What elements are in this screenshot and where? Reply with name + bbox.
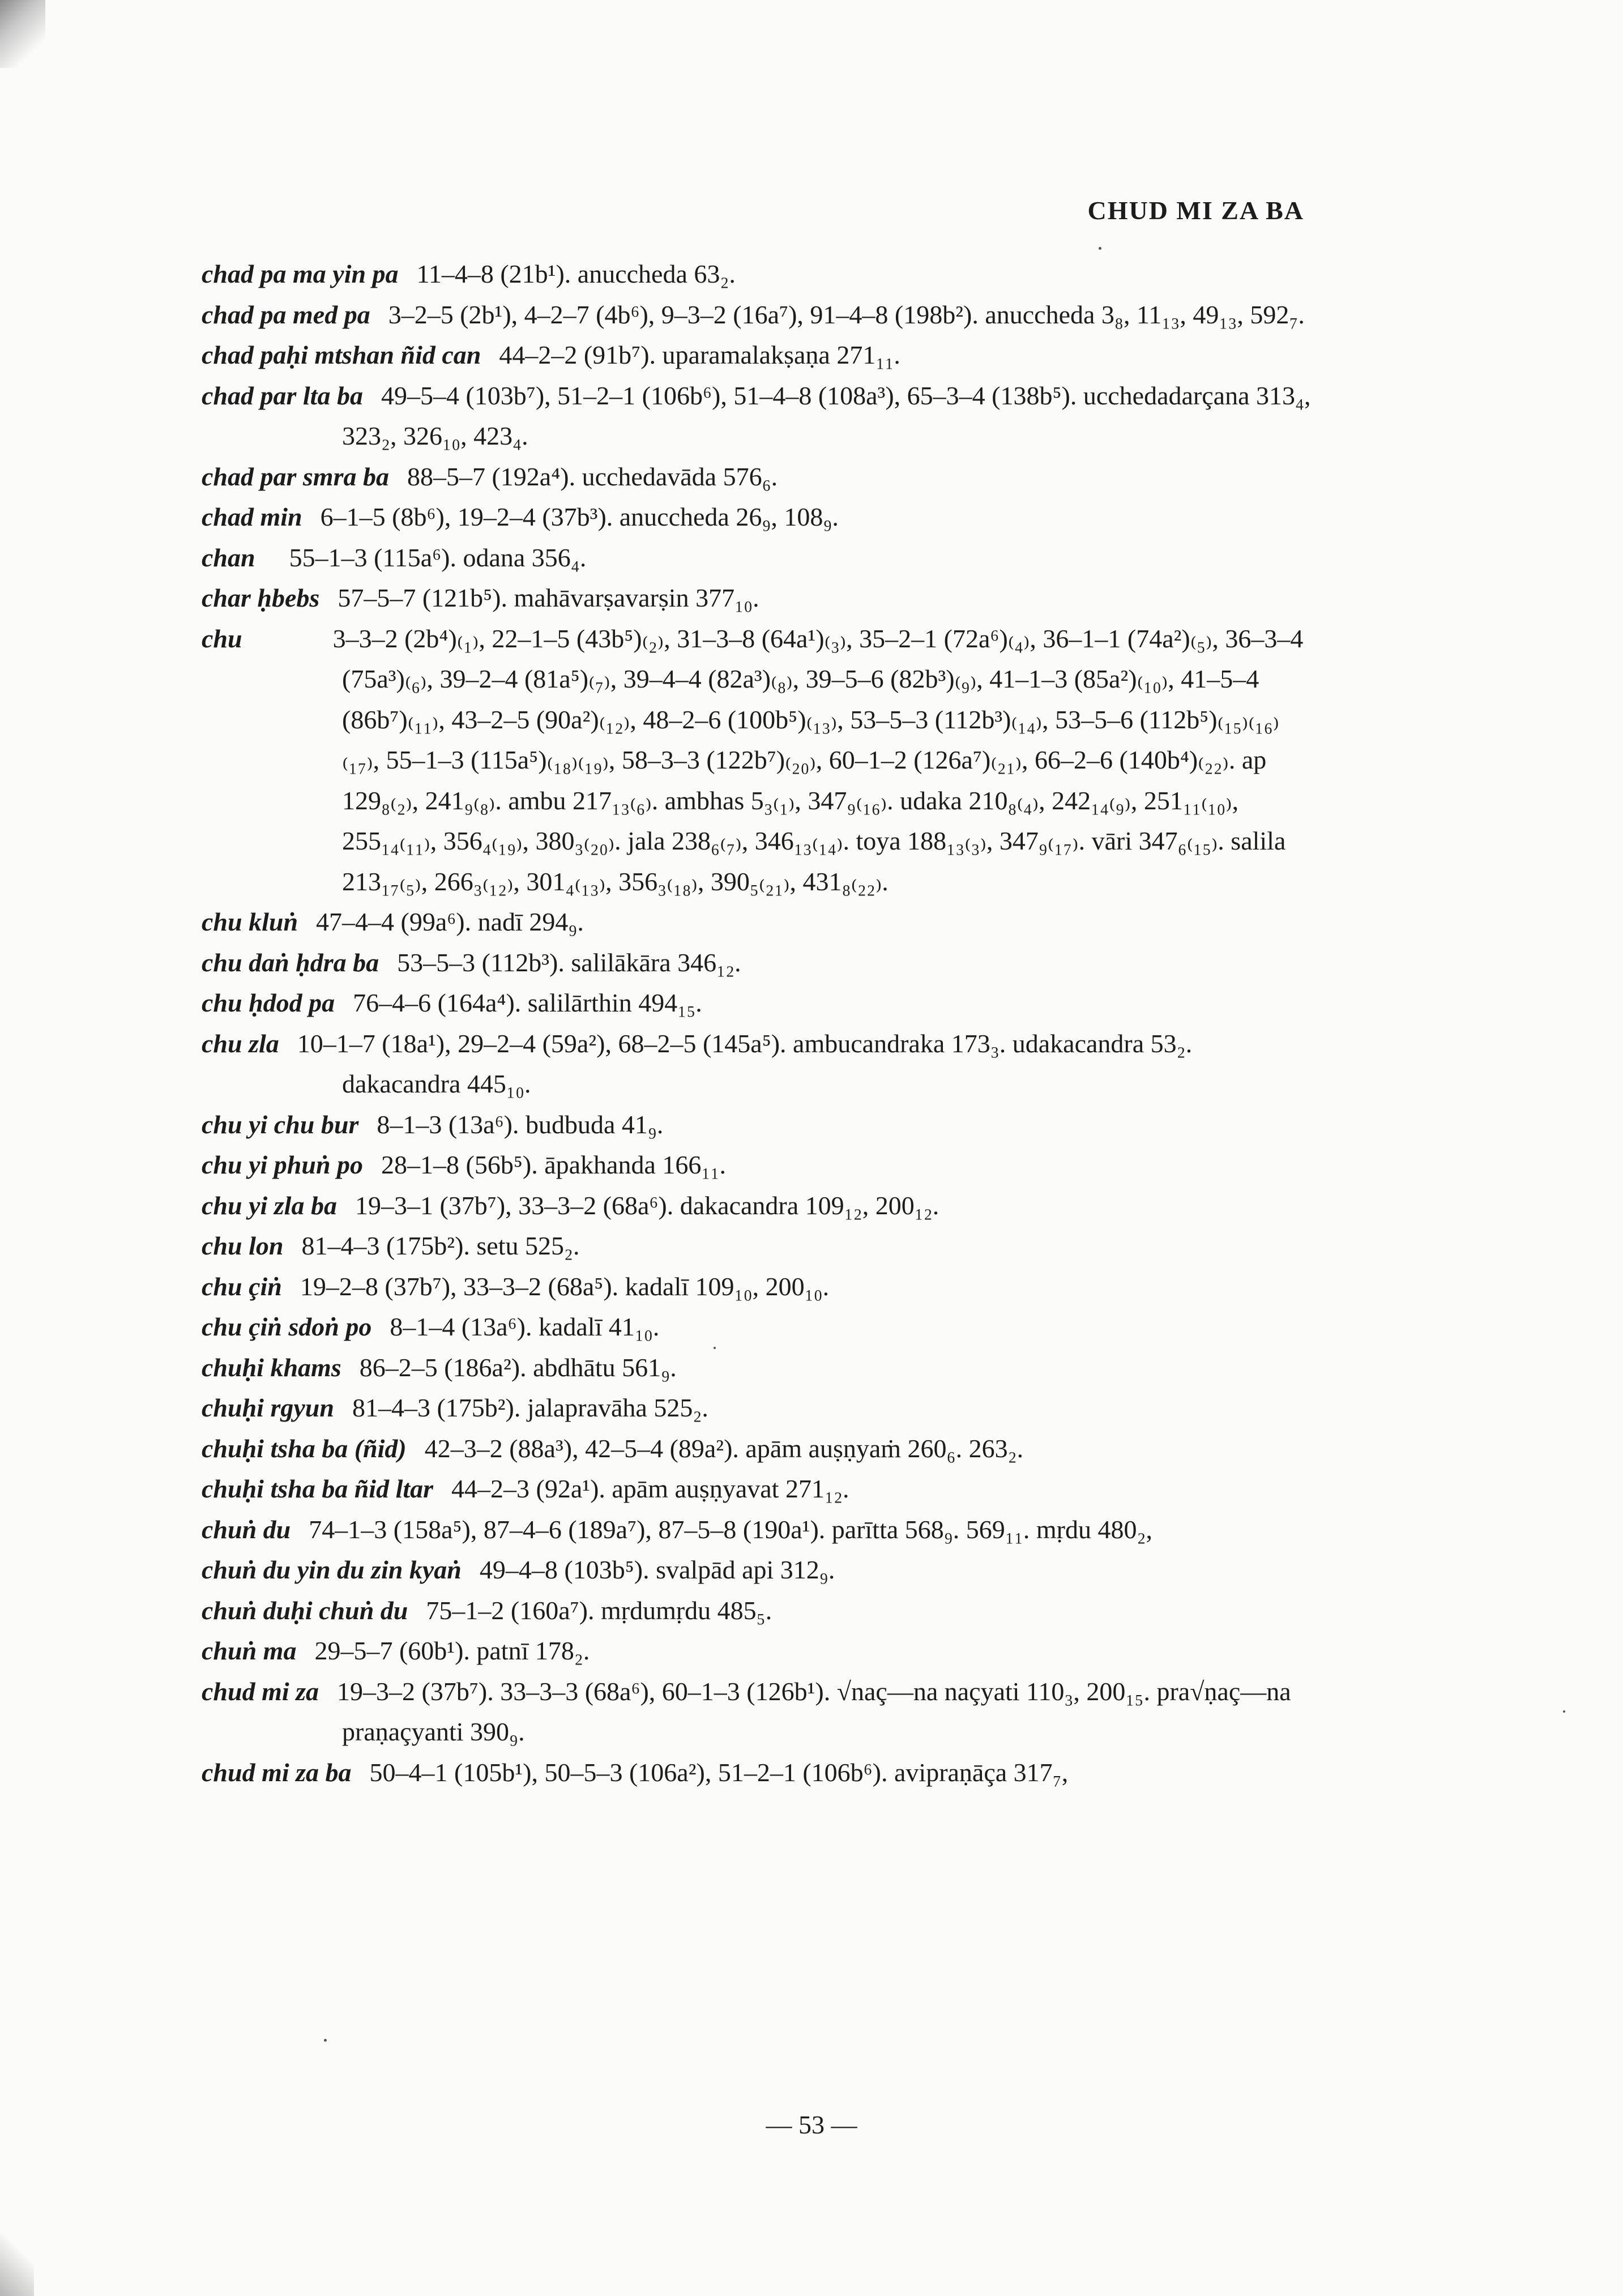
dictionary-entry xyxy=(202,983,1314,1023)
scan-corner-mark xyxy=(0,0,45,68)
entry-headword: chu kluṅ xyxy=(202,907,298,936)
entry-text: 42–3–2 (88a³), 42–5–4 (89a²). apām auṣṇyaṁ 260₆. 263₂. xyxy=(424,1433,1024,1463)
dictionary-entry xyxy=(202,335,1314,375)
entry-text: 44–2–2 (91b⁷). uparamalakṣaṇa 271₁₁. xyxy=(499,340,900,369)
entry-headword: chu lon xyxy=(202,1231,284,1260)
entry-headword: chad pa med pa xyxy=(202,300,370,329)
dictionary-entry xyxy=(202,456,1314,497)
entry-text: 55–1–3 (115a⁶). odana 356₄. xyxy=(289,543,587,572)
dictionary-entry xyxy=(202,1550,1314,1590)
running-header: CHUD MI ZA BA xyxy=(1087,196,1304,225)
entry-headword: chad par lta ba xyxy=(202,381,363,410)
entry-text: 76–4–6 (164a⁴). salilārthin 494₁₅. xyxy=(353,988,702,1017)
dictionary-entry xyxy=(202,1631,1314,1671)
dictionary-entry xyxy=(202,537,1314,578)
page-number: — 53 — xyxy=(766,2110,857,2139)
entry-headword: chuṅ du yin du zin kyaṅ xyxy=(202,1555,462,1584)
entry-headword: chu yi phuṅ po xyxy=(202,1150,364,1179)
entry-headword: char ḥbebs xyxy=(202,583,320,612)
dictionary-entry xyxy=(202,1469,1314,1509)
scan-speck xyxy=(1099,247,1101,250)
entry-headword: chuḥi tsha ba ñid ltar xyxy=(202,1474,434,1503)
entry-headword: chad min xyxy=(202,502,302,531)
entry-headword: chuḥi rgyun xyxy=(202,1393,334,1422)
dictionary-entry xyxy=(202,618,1314,902)
scan-speck xyxy=(1563,1710,1565,1713)
entry-headword: chud mi za xyxy=(202,1676,319,1706)
entry-headword: chuṅ du xyxy=(202,1514,291,1544)
entry-headword: chan xyxy=(202,543,255,572)
dictionary-entry xyxy=(202,375,1314,456)
entry-text: 49–5–4 (103b⁷), 51–2–1 (106b⁶), 51–4–8 (108a³), 65–3–4 (138b⁵). ucchedadarçana 313₄, 323₂, 326₁₀, 423₄. xyxy=(342,381,1311,450)
dictionary-entry xyxy=(202,1023,1314,1104)
dictionary-entry xyxy=(202,497,1314,537)
dictionary-entry xyxy=(202,1509,1314,1550)
dictionary-entry xyxy=(202,1104,1314,1145)
dictionary-entry xyxy=(202,942,1314,983)
scan-speck xyxy=(324,2039,327,2042)
dictionary-entry xyxy=(202,254,1314,295)
entry-headword: chu ḥdod pa xyxy=(202,988,335,1017)
entry-text: 28–1–8 (56b⁵). āpakhanda 166₁₁. xyxy=(381,1150,726,1179)
entry-text: 75–1–2 (160a⁷). mṛdumṛdu 485₅. xyxy=(426,1595,772,1625)
dictionary-entry xyxy=(202,1388,1314,1428)
dictionary-entry xyxy=(202,1185,1314,1226)
entry-headword: chu çiṅ sdoṅ po xyxy=(202,1312,372,1341)
entry-text: 57–5–7 (121b⁵). mahāvarṣavarṣin 377₁₀. xyxy=(338,583,759,612)
scan-corner-mark-bottom xyxy=(0,2234,34,2296)
entry-headword: chuṅ ma xyxy=(202,1636,297,1665)
entry-text: 19–3–1 (37b⁷), 33–3–2 (68a⁶). dakacandra 109₁₂, 200₁₂. xyxy=(355,1190,939,1220)
entry-text: 53–5–3 (112b³). salilākāra 346₁₂. xyxy=(397,948,741,977)
entry-headword: chuḥi khams xyxy=(202,1352,341,1382)
entry-text: 86–2–5 (186a²). abdhātu 561₉. xyxy=(359,1352,677,1382)
entry-text: 81–4–3 (175b²). jalapravāha 525₂. xyxy=(352,1393,708,1422)
entry-text: 19–3–2 (37b⁷). 33–3–3 (68a⁶), 60–1–3 (126b¹). √naç—na naçyati 110₃, 200₁₅. pra√ṇaç—na praṇaçyanti 390₉. xyxy=(337,1676,1291,1746)
entry-text: 3–3–2 (2b⁴)₍₁₎, 22–1–5 (43b⁵)₍₂₎, 31–3–8 (64a¹)₍₃₎, 35–2–1 (72a⁶)₍₄₎, 36–1–1 (74a²)₍₅₎, 36–3–4 (75a³)₍₆₎, 39–2–4 (81a⁵)₍₇₎, 39–4–4 (82a³)₍₈₎, 39–5–6 (82b³)₍₉₎, 41–1–3 (85a²)₍₁₀₎, 41–5–4 (86b⁷)₍₁₁₎, 43–2–5 (90a²)₍₁₂₎, 48–2–6 (100b⁵)₍₁₃₎, 53–5–3 (112b³)₍₁₄₎, 53–5–6 (112b⁵)₍₁₅₎₍₁₆₎₍₁₇₎, 55–1–3 (115a⁵)₍₁₈₎₍₁₉₎, 58–3–3 (122b⁷)₍₂₀₎, 60–1–2 (126a⁷)₍₂₁₎, 66–2–6 (140b⁴)₍₂₂₎. ap 129₈₍₂₎, 241₉₍₈₎. ambu 217₁₃₍₆₎. ambhas 5₃₍₁₎, 347₉₍₁₆₎. udaka 210₈₍₄₎, 242₁₄₍₉₎, 251₁₁₍₁₀₎, 255₁₄₍₁₁₎, 356₄₍₁₉₎, 380₃₍₂₀₎. jala 238₆₍₇₎, 346₁₃₍₁₄₎. toya 188₁₃₍₃₎, 347₉₍₁₇₎. vāri 347₆₍₁₅₎. salila 213₁₇₍₅₎, 266₃₍₁₂₎, 301₄₍₁₃₎, 356₃₍₁₈₎, 390₅₍₂₁₎, 431₈₍₂₂₎. xyxy=(332,624,1304,896)
entry-text: 11–4–8 (21b¹). anuccheda 63₂. xyxy=(416,259,736,288)
dictionary-entry xyxy=(202,1266,1314,1307)
entry-text: 50–4–1 (105b¹), 50–5–3 (106a²), 51–2–1 (106b⁶). avipraṇāça 317₇, xyxy=(369,1757,1069,1787)
entry-headword: chu daṅ ḥdra ba xyxy=(202,948,379,977)
entry-text: 29–5–7 (60b¹). patnī 178₂. xyxy=(314,1636,590,1665)
entry-text: 88–5–7 (192a⁴). ucchedavāda 576₆. xyxy=(407,462,778,491)
dictionary-entry xyxy=(202,1347,1314,1388)
entry-text: 3–2–5 (2b¹), 4–2–7 (4b⁶), 9–3–2 (16a⁷), 91–4–8 (198b²). anuccheda 3₈, 11₁₃, 49₁₃, 592₇. xyxy=(388,300,1305,329)
entry-headword: chu çiṅ xyxy=(202,1271,282,1301)
dictionary-entry xyxy=(202,1226,1314,1266)
entry-text: 19–2–8 (37b⁷), 33–3–2 (68a⁵). kadalī 109₁₀, 200₁₀. xyxy=(300,1271,830,1301)
entry-text: 8–1–4 (13a⁶). kadalī 41₁₀. xyxy=(390,1312,660,1341)
entry-headword: chu yi zla ba xyxy=(202,1190,337,1220)
entry-headword: chad par smra ba xyxy=(202,462,389,491)
dictionary-entry xyxy=(202,902,1314,942)
entry-text: 74–1–3 (158a⁵), 87–4–6 (189a⁷), 87–5–8 (190a¹). parītta 568₉. 569₁₁. mṛdu 480₂, xyxy=(309,1514,1153,1544)
entry-headword: chu xyxy=(202,624,242,653)
entry-text: 8–1–3 (13a⁶). budbuda 41₉. xyxy=(377,1109,664,1139)
dictionary-entry xyxy=(202,578,1314,618)
entry-text: 49–4–8 (103b⁵). svalpād api 312₉. xyxy=(479,1555,835,1584)
entry-headword: chu zla xyxy=(202,1028,279,1058)
dictionary-entry xyxy=(202,1428,1314,1469)
dictionary-entry xyxy=(202,1145,1314,1185)
dictionary-entry xyxy=(202,1590,1314,1631)
entry-headword: chu yi chu bur xyxy=(202,1109,359,1139)
entry-text: 47–4–4 (99a⁶). nadī 294₉. xyxy=(316,907,584,936)
dictionary-entries xyxy=(202,254,1314,1793)
dictionary-entry xyxy=(202,295,1314,335)
entry-text: 10–1–7 (18a¹), 29–2–4 (59a²), 68–2–5 (145a⁵). ambucandraka 173₃. udakacandra 53₂. dakacandra 445₁₀. xyxy=(297,1028,1193,1098)
entry-text: 44–2–3 (92a¹). apām auṣṇyavat 271₁₂. xyxy=(451,1474,849,1503)
entry-headword: chad pa ma yin pa xyxy=(202,259,399,288)
entry-text: 81–4–3 (175b²). setu 525₂. xyxy=(301,1231,580,1260)
dictionary-entry xyxy=(202,1671,1314,1752)
entry-headword: chuṅ duḥi chuṅ du xyxy=(202,1595,408,1625)
dictionary-entry xyxy=(202,1307,1314,1347)
entry-headword: chud mi za ba xyxy=(202,1757,352,1787)
entry-headword: chad paḥi mtshan ñid can xyxy=(202,340,481,369)
dictionary-entry xyxy=(202,1752,1314,1793)
entry-text: 6–1–5 (8b⁶), 19–2–4 (37b³). anuccheda 26₉, 108₉. xyxy=(320,502,839,531)
entry-headword: chuḥi tsha ba (ñid) xyxy=(202,1433,407,1463)
